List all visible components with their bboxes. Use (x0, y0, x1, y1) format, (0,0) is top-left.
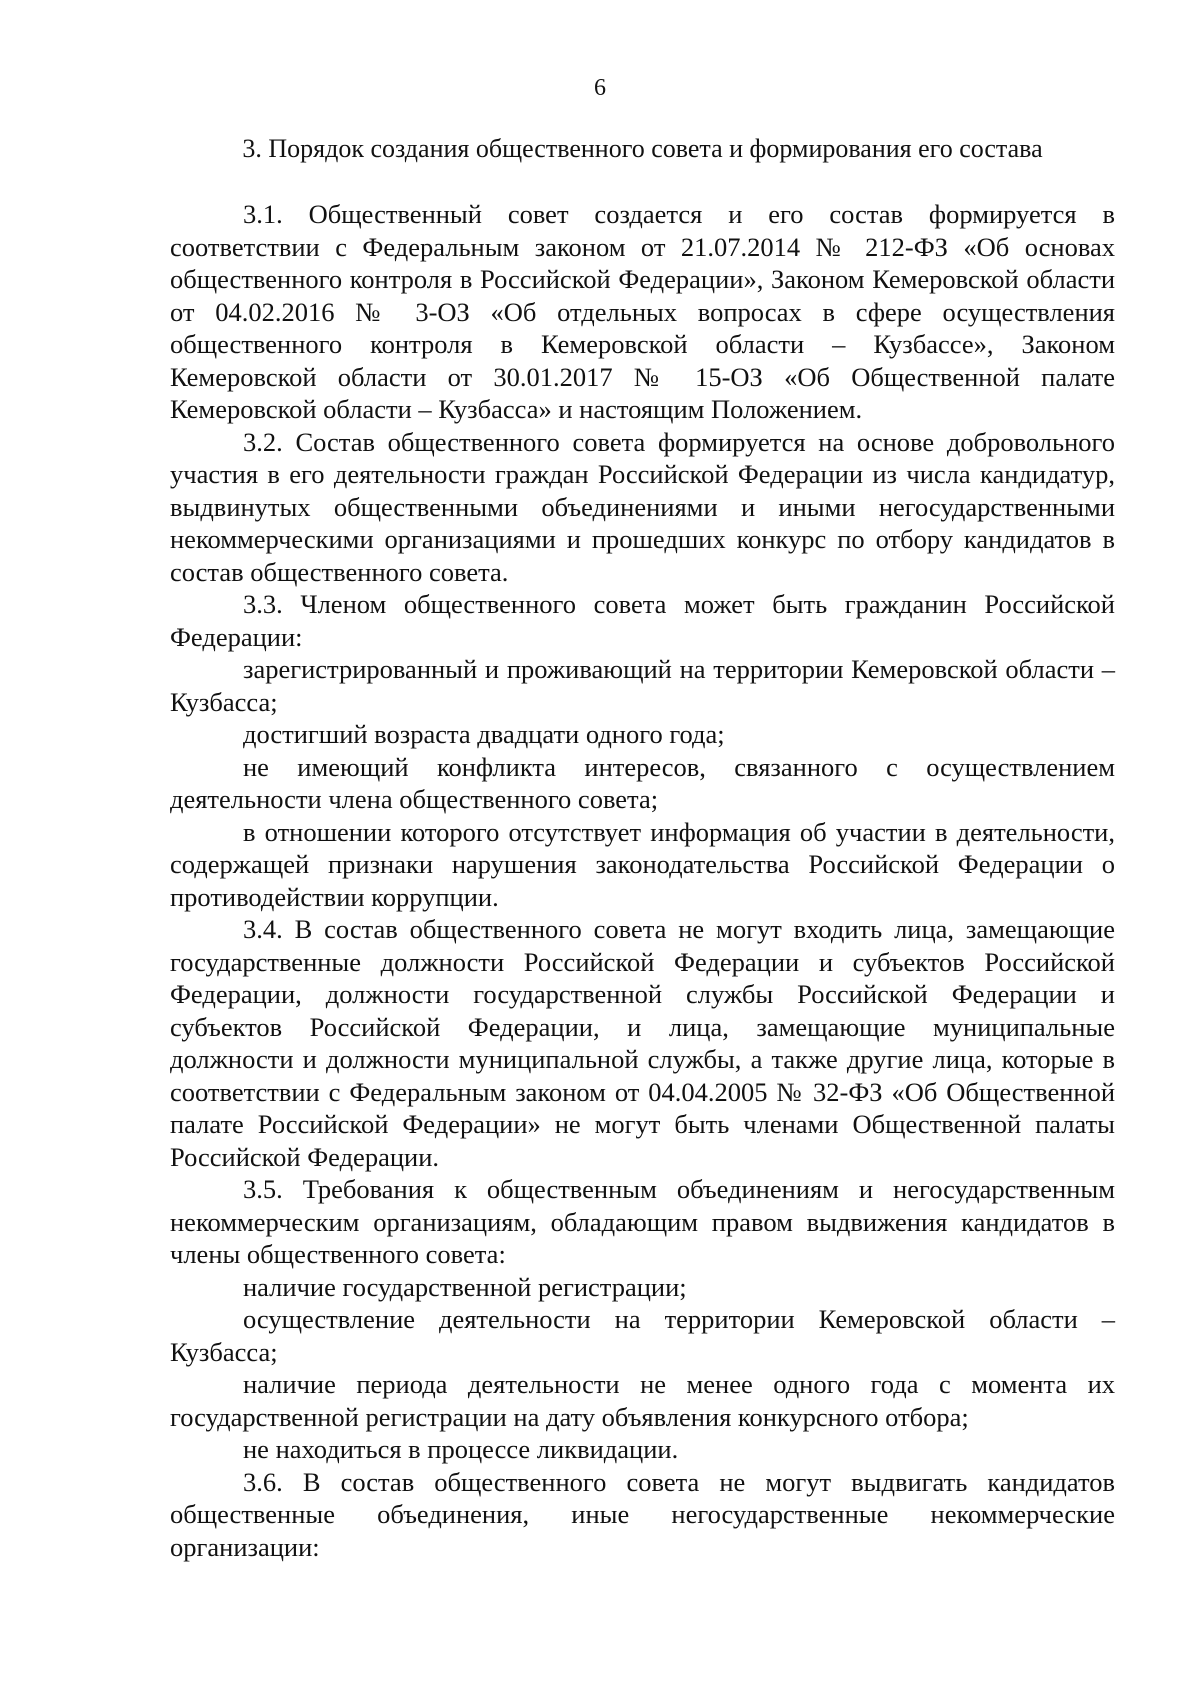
list-item-territory: осуществление деятельности на территории Кемеровской области – Кузбасса; (170, 1304, 1115, 1367)
list-item-activity-period: наличие периода деятельности не менее одного года с момента их государственной регистрации на дату объявления конкурсного отбора; (170, 1369, 1115, 1432)
list-item-age: достигший возраста двадцати одного года; (243, 719, 725, 749)
list-item-conflict-of-interest: не имеющий конфликта интересов, связанного с осуществлением деятельности члена общественного совета; (170, 751, 1115, 814)
page-number: 6 (594, 75, 606, 101)
paragraph-3-6: 3.6. В состав общественного совета не могут выдвигать кандидатов общественные объединения, иные негосударственные некоммерческие организации: (170, 1466, 1115, 1562)
section-heading: 3. Порядок создания общественного совета и формирования его состава (242, 134, 1043, 163)
list-item-registration: наличие государственной регистрации; (243, 1271, 687, 1302)
paragraph-3-2: 3.2. Состав общественного совета формируется на основе добровольного участия в его деятельности граждан Российской Федерации из числа кандидатур, выдвинутых общественными объединениями и иными негосударственными некоммерческими организациями и прошедших конкурс по отбору кандидатов в состав общественного совета. (170, 426, 1115, 587)
paragraph-3-1: 3.1. Общественный совет создается и его состав формируется в соответствии с Федеральным законом от 21.07.2014 № 212-ФЗ «Об основах общественного контроля в Российской Федерации», Законом Кемеровской области от 04.02.2016 № 3-ОЗ «Об отдельных вопросах в сфере осуществления общественного контроля в Кемеровской области – Кузбассе», Законом Кемеровской области от 30.01.2017 № 15-ОЗ «Об Общественной палате Кемеровской области – Кузбасса» и настоящим Положением. (170, 199, 1115, 424)
paragraph-3-4: 3.4. В состав общественного совета не могут входить лица, замещающие государственные должности Российской Федерации и субъектов Российской Федерации, должности государственной службы Российской Федерации и субъектов Российской Федерации, и лица, замещающие муниципальные должности и должности муниципальной службы, а также другие лица, которые в соответствии с Федеральным законом от 04.04.2005 № 32-ФЗ «Об Общественной палате Российской Федерации» не могут быть членами Общественной палаты Российской Федерации. (170, 914, 1115, 1172)
list-item-registered: зарегистрированный и проживающий на территории Кемеровской области – Кузбасса; (170, 654, 1115, 717)
list-item-liquidation: не находиться в процессе ликвидации. (243, 1434, 679, 1464)
list-item-corruption: в отношении которого отсутствует информация об участии в деятельности, содержащей признаки нарушения законодательства Российской Федерации о противодействии коррупции. (170, 816, 1115, 912)
paragraph-3-3: 3.3. Членом общественного совета может быть гражданин Российской Федерации: (170, 589, 1115, 652)
body-text (170, 198, 1115, 1563)
paragraph-3-5: 3.5. Требования к общественным объединениям и негосударственным некоммерческим организациям, обладающим правом выдвижения кандидатов в члены общественного совета: (170, 1174, 1115, 1269)
